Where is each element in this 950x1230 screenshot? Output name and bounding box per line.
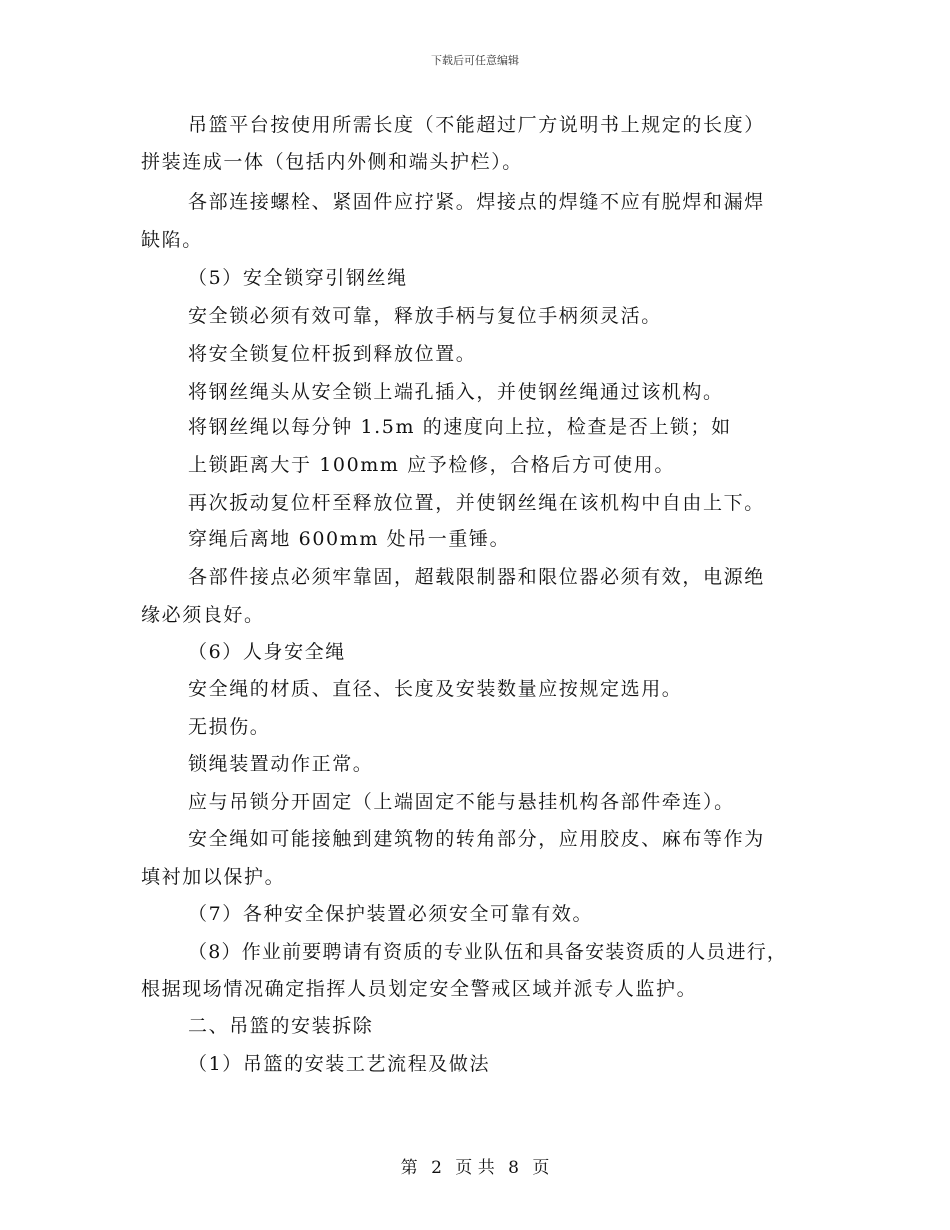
paragraph-line: 根据现场情况确定指挥人员划定安全警戒区域并派专人监护。 bbox=[141, 978, 698, 1000]
paragraph-line: 安全锁必须有效可靠，释放手柄与复位手柄须灵活。 bbox=[188, 305, 662, 327]
paragraph-line: 上锁距离大于 100mm 应予检修，合格后方可使用。 bbox=[188, 454, 675, 476]
paragraph-line: 各部连接螺栓、紧固件应拧紧。焊接点的焊缝不应有脱焊和漏焊 bbox=[188, 191, 765, 213]
paragraph-line: （7）各种安全保护装置必须安全可靠有效。 bbox=[188, 903, 594, 925]
footer-total-pages: 8 bbox=[508, 1158, 519, 1178]
paragraph-line: 将钢丝绳以每分钟 1.5m 的速度向上拉，检查是否上锁；如 bbox=[188, 416, 732, 438]
paragraph-line: 各部件接点必须牢靠固，超载限制器和限位器必须有效，电源绝 bbox=[188, 566, 765, 588]
page-header: 下载后可任意编辑 bbox=[431, 54, 519, 67]
paragraph-line: 将安全锁复位杆扳到释放位置。 bbox=[188, 343, 477, 365]
paragraph-line: 拼装连成一体（包括内外侧和端头护栏）。 bbox=[141, 151, 523, 173]
paragraph-line: 再次扳动复位杆至释放位置，并使钢丝绳在该机构中自由上下。 bbox=[188, 492, 765, 514]
footer-prefix: 第 bbox=[400, 1158, 418, 1178]
paragraph-line: 缺陷。 bbox=[141, 229, 203, 251]
footer-suffix: 页 bbox=[532, 1158, 550, 1178]
paragraph-line: 吊篮平台按使用所需长度（不能超过厂方说明书上规定的长度） bbox=[188, 114, 765, 136]
paragraph-line: 穿绳后离地 600mm 处吊一重锤。 bbox=[188, 528, 511, 550]
section-heading: 二、吊篮的安装拆除 bbox=[188, 1015, 374, 1037]
paragraph-line: 锁绳装置动作正常。 bbox=[188, 753, 374, 775]
footer-mid: 页 共 bbox=[455, 1158, 495, 1178]
paragraph-line: 应与吊锁分开固定（上端固定不能与悬挂机构各部件牵连）。 bbox=[188, 791, 735, 813]
paragraph-line: 安全绳的材质、直径、长度及安装数量应按规定选用。 bbox=[188, 678, 683, 700]
section-heading: （6）人身安全绳 bbox=[188, 641, 346, 663]
footer-page-number: 2 bbox=[431, 1158, 442, 1178]
paragraph-line: 缘必须良好。 bbox=[141, 604, 265, 626]
page-footer bbox=[0, 1153, 950, 1178]
section-heading: （5）安全锁穿引钢丝绳 bbox=[188, 267, 408, 289]
section-heading: （1）吊篮的安装工艺流程及做法 bbox=[188, 1053, 491, 1075]
paragraph-line: 将钢丝绳头从安全锁上端孔插入，并使钢丝绳通过该机构。 bbox=[188, 381, 724, 403]
paragraph-line: 安全绳如可能接触到建筑物的转角部分，应用胶皮、麻布等作为 bbox=[188, 828, 765, 850]
paragraph-line: 填衬加以保护。 bbox=[141, 866, 286, 888]
paragraph-line: 无损伤。 bbox=[188, 716, 271, 738]
paragraph-line: （8）作业前要聘请有资质的专业队伍和具备安装资质的人员进行， bbox=[188, 941, 788, 963]
